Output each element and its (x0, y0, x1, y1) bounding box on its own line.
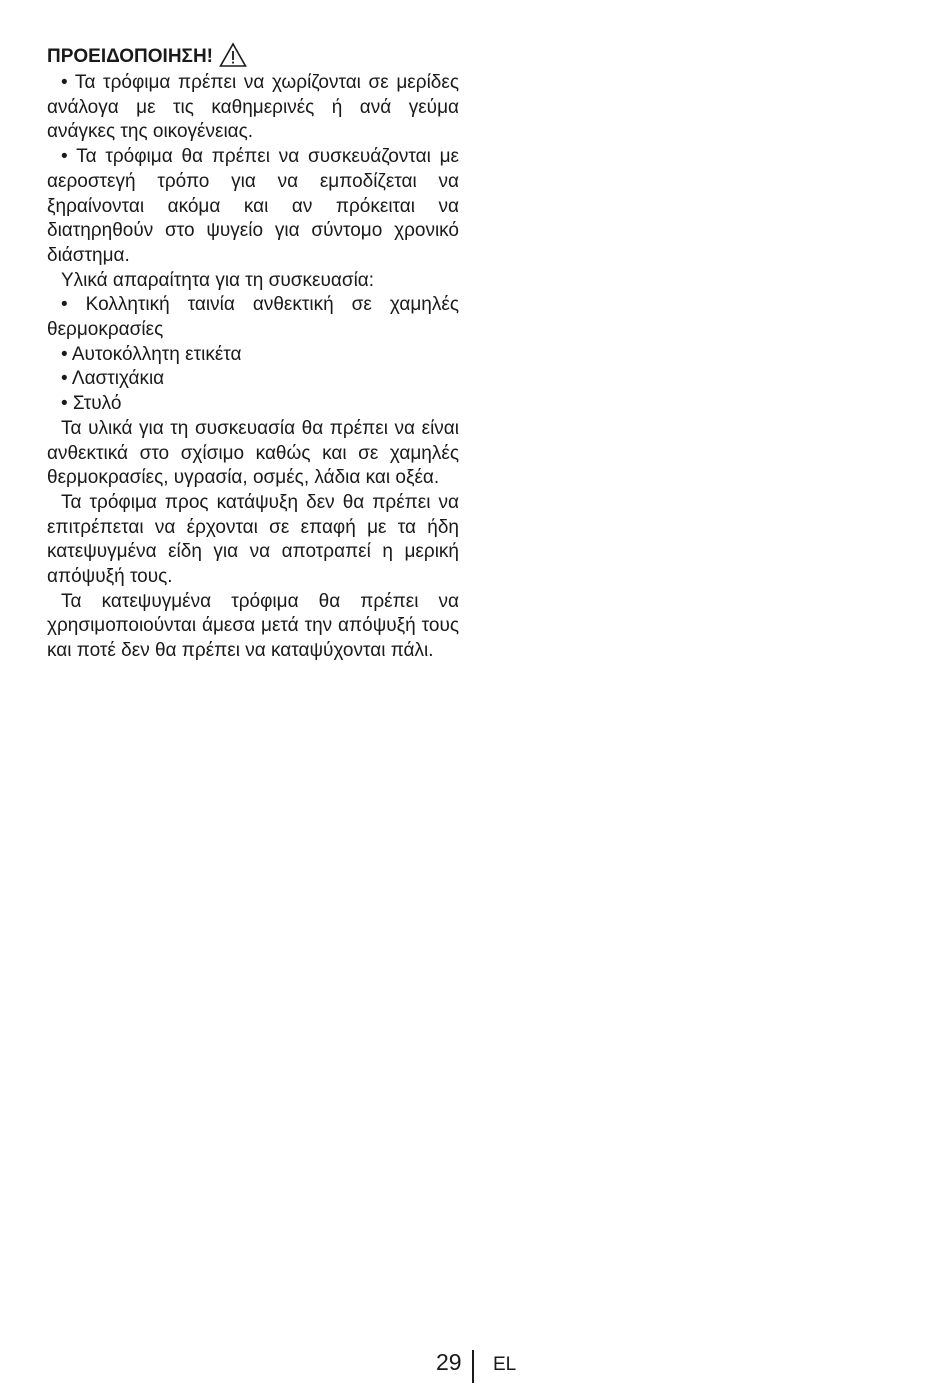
text-column (47, 44, 459, 664)
paragraph-material-requirements: Τα υλικά για τη συσκευασία θα πρέπει να είναι ανθεκτικά στο σχίσιμο καθώς και σε χαμηλές θερμοκρασίες, υγρασία, οσμές, λάδια και οξέα. (47, 417, 459, 489)
list-item-label: • Αυτοκόλλητη ετικέτα (61, 343, 242, 365)
paragraph-materials-heading: Υλικά απαραίτητα για τη συσκευασία: (61, 269, 375, 291)
paragraph-airtight-packing: • Τα τρόφιμα θα πρέπει να συσκευάζονται με αεροστεγή τρόπο για να εμποδίζεται να ξηραίνονται ακόμα και αν πρόκειται να διατηρηθούν στο ψυγείο για σύντομο χρονικό διάστημα. (47, 146, 459, 266)
list-item-pen: • Στυλό (61, 393, 122, 415)
list-item-rubber-bands: • Λαστιχάκια (61, 368, 165, 390)
paragraph-portions: • Τα τρόφιμα πρέπει να χωρίζονται σε μερίδες ανάλογα με τις καθημερινές ή ανά γεύμα ανάγκες της οικογένειας. (47, 72, 459, 143)
page-number: 29 (436, 1349, 462, 1375)
list-item-adhesive-tape: • Κολλητική ταινία ανθεκτική σε χαμηλές θερμοκρασίες (47, 294, 459, 341)
warning-heading-text: ΠΡΟΕΙΔΟΠΟΙΗΣΗ! (47, 46, 213, 68)
paragraph-no-refreeze: Τα κατεψυγμένα τρόφιμα θα πρέπει να χρησιμοποιούνται άμεσα μετά την απόψυξή τους και ποτέ δεν θα πρέπει να καταψύχονται πάλι. (47, 590, 459, 662)
warning-heading (47, 44, 459, 71)
page-footer (0, 1347, 950, 1385)
paragraph-no-contact: Τα τρόφιμα προς κατάψυξη δεν θα πρέπει να επιτρέπεται να έρχονται σε επαφή με τα ήδη κατεψυγμένα είδη για να αποτραπεί η μερική απόψυξή τους. (47, 491, 459, 588)
warning-triangle-icon (219, 42, 247, 68)
language-code: EL (493, 1354, 517, 1375)
footer-divider (472, 1350, 474, 1383)
